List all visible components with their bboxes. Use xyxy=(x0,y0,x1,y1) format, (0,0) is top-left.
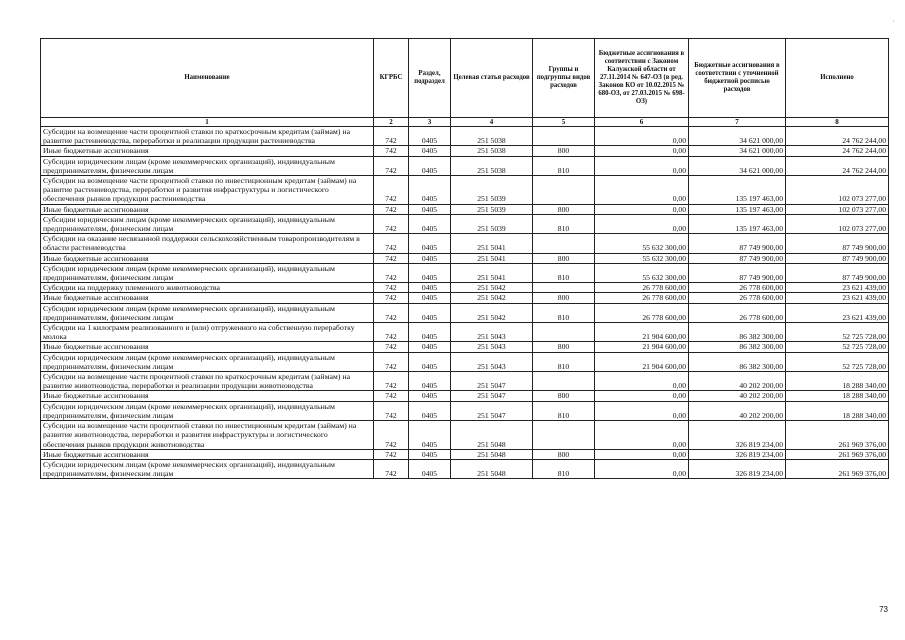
row-law-amount: 21 904 600,00 xyxy=(595,323,689,342)
row-group: 810 xyxy=(533,263,595,282)
row-name: Субсидии на поддержку племенного животноводства xyxy=(41,283,374,293)
row-executed-amount: 261 969 376,00 xyxy=(786,459,889,478)
row-refined-amount: 40 202 200,00 xyxy=(689,401,786,420)
row-razdel: 0405 xyxy=(409,449,451,459)
column-number: 5 xyxy=(533,118,595,127)
row-group: 800 xyxy=(533,146,595,156)
table-row xyxy=(41,214,889,233)
column-number-row xyxy=(41,118,889,127)
row-executed-amount: 23 621 439,00 xyxy=(786,303,889,322)
table-row xyxy=(41,127,889,146)
row-executed-amount: 24 762 244,00 xyxy=(786,156,889,175)
row-refined-amount: 40 202 200,00 xyxy=(689,391,786,401)
row-target: 251 5043 xyxy=(451,352,533,371)
row-law-amount: 0,00 xyxy=(595,459,689,478)
row-razdel: 0405 xyxy=(409,204,451,214)
row-kgrbs: 742 xyxy=(374,127,409,146)
row-kgrbs: 742 xyxy=(374,352,409,371)
table-row xyxy=(41,391,889,401)
table-row xyxy=(41,401,889,420)
row-target: 251 5039 xyxy=(451,204,533,214)
table-row xyxy=(41,449,889,459)
table-row xyxy=(41,204,889,214)
row-law-amount: 55 632 300,00 xyxy=(595,263,689,282)
budget-table xyxy=(40,38,889,479)
row-target: 251 5039 xyxy=(451,214,533,233)
row-law-amount: 0,00 xyxy=(595,391,689,401)
row-kgrbs: 742 xyxy=(374,459,409,478)
table-row xyxy=(41,253,889,263)
column-number: 1 xyxy=(41,118,374,127)
row-refined-amount: 326 819 234,00 xyxy=(689,421,786,450)
row-kgrbs: 742 xyxy=(374,176,409,205)
row-razdel: 0405 xyxy=(409,146,451,156)
row-name: Субсидии на возмещение части процентной ставки по краткосрочным кредитам (займам) на развитие растениеводства, переработки и реализации продукции растениеводства xyxy=(41,127,374,146)
column-number: 7 xyxy=(689,118,786,127)
row-executed-amount: 87 749 900,00 xyxy=(786,263,889,282)
row-law-amount: 55 632 300,00 xyxy=(595,234,689,253)
row-name: Иные бюджетные ассигнования xyxy=(41,293,374,303)
row-kgrbs: 742 xyxy=(374,293,409,303)
row-razdel: 0405 xyxy=(409,263,451,282)
row-name: Иные бюджетные ассигнования xyxy=(41,449,374,459)
row-razdel: 0405 xyxy=(409,214,451,233)
row-target: 251 5038 xyxy=(451,156,533,175)
row-target: 251 5038 xyxy=(451,146,533,156)
margin-mark: · xyxy=(892,18,895,25)
row-executed-amount: 102 073 277,00 xyxy=(786,176,889,205)
table-row xyxy=(41,303,889,322)
row-target: 251 5048 xyxy=(451,421,533,450)
row-executed-amount: 87 749 900,00 xyxy=(786,234,889,253)
row-kgrbs: 742 xyxy=(374,303,409,322)
header-groups: Группы и подгруппы видов расходов xyxy=(533,39,595,118)
row-target: 251 5041 xyxy=(451,253,533,263)
row-razdel: 0405 xyxy=(409,156,451,175)
header-name: Наименование xyxy=(41,39,374,118)
row-executed-amount: 18 288 340,00 xyxy=(786,391,889,401)
row-name: Субсидии на возмещение части процентной ставки по инвестиционным кредитам (займам) на развитие растениеводства, переработки и развития инфраструктуры и логистического обеспечения рынков продукции растениеводства xyxy=(41,176,374,205)
header-razdel: Раздел, подраздел xyxy=(409,39,451,118)
row-executed-amount: 52 725 728,00 xyxy=(786,352,889,371)
row-group: 800 xyxy=(533,253,595,263)
row-razdel: 0405 xyxy=(409,391,451,401)
column-number: 8 xyxy=(786,118,889,127)
row-target: 251 5042 xyxy=(451,303,533,322)
row-kgrbs: 742 xyxy=(374,234,409,253)
row-refined-amount: 135 197 463,00 xyxy=(689,204,786,214)
row-law-amount: 0,00 xyxy=(595,127,689,146)
header-law: Бюджетные ассигнования в соответствии с Законом Калужской области от 27.11.2014 № 647-ОЗ (в ред. Законов КО от 10.02.2015 № 680-ОЗ, от 27.03.2015 № 698-ОЗ) xyxy=(595,39,689,118)
row-refined-amount: 40 202 200,00 xyxy=(689,372,786,391)
row-name: Субсидии юридическим лицам (кроме некоммерческих организаций), индивидуальным предпринимателям, физическим лицам xyxy=(41,352,374,371)
row-target: 251 5041 xyxy=(451,263,533,282)
row-law-amount: 21 904 600,00 xyxy=(595,352,689,371)
row-law-amount: 0,00 xyxy=(595,204,689,214)
row-target: 251 5047 xyxy=(451,372,533,391)
row-name: Субсидии на возмещение части процентной ставки по инвестиционным кредитам (займам) на развитие животноводства, переработки и развития инфраструктуры и логистического обеспечения рынков продукции животноводства xyxy=(41,421,374,450)
row-law-amount: 21 904 600,00 xyxy=(595,342,689,352)
row-name: Субсидии юридическим лицам (кроме некоммерческих организаций), индивидуальным предпринимателям, физическим лицам xyxy=(41,401,374,420)
row-name: Субсидии юридическим лицам (кроме некоммерческих организаций), индивидуальным предпринимателям, физическим лицам xyxy=(41,459,374,478)
row-law-amount: 26 778 600,00 xyxy=(595,303,689,322)
row-name: Иные бюджетные ассигнования xyxy=(41,391,374,401)
row-law-amount: 55 632 300,00 xyxy=(595,253,689,263)
row-law-amount: 0,00 xyxy=(595,372,689,391)
table-row xyxy=(41,283,889,293)
row-refined-amount: 26 778 600,00 xyxy=(689,283,786,293)
row-group xyxy=(533,234,595,253)
row-name: Иные бюджетные ассигнования xyxy=(41,204,374,214)
row-razdel: 0405 xyxy=(409,127,451,146)
row-group: 800 xyxy=(533,342,595,352)
row-target: 251 5048 xyxy=(451,449,533,459)
column-number: 3 xyxy=(409,118,451,127)
header-kgrbs: КГРБС xyxy=(374,39,409,118)
row-law-amount: 0,00 xyxy=(595,146,689,156)
row-group xyxy=(533,127,595,146)
row-group: 810 xyxy=(533,214,595,233)
row-law-amount: 26 778 600,00 xyxy=(595,283,689,293)
row-refined-amount: 326 819 234,00 xyxy=(689,449,786,459)
table-row xyxy=(41,372,889,391)
row-refined-amount: 26 778 600,00 xyxy=(689,303,786,322)
row-refined-amount: 86 382 300,00 xyxy=(689,323,786,342)
row-kgrbs: 742 xyxy=(374,449,409,459)
row-razdel: 0405 xyxy=(409,323,451,342)
table-row xyxy=(41,156,889,175)
row-name: Иные бюджетные ассигнования xyxy=(41,342,374,352)
row-group: 800 xyxy=(533,293,595,303)
row-executed-amount: 24 762 244,00 xyxy=(786,146,889,156)
row-name: Субсидии на оказание несвязанной поддержки сельскохозяйственным товаропроизводителям в области растениеводства xyxy=(41,234,374,253)
row-razdel: 0405 xyxy=(409,303,451,322)
row-target: 251 5048 xyxy=(451,459,533,478)
row-target: 251 5042 xyxy=(451,293,533,303)
row-name: Иные бюджетные ассигнования xyxy=(41,253,374,263)
table-row xyxy=(41,342,889,352)
row-razdel: 0405 xyxy=(409,421,451,450)
table-row xyxy=(41,176,889,205)
row-razdel: 0405 xyxy=(409,283,451,293)
table-row xyxy=(41,146,889,156)
table-row xyxy=(41,421,889,450)
row-executed-amount: 87 749 900,00 xyxy=(786,253,889,263)
row-kgrbs: 742 xyxy=(374,263,409,282)
table-row xyxy=(41,293,889,303)
row-refined-amount: 87 749 900,00 xyxy=(689,263,786,282)
column-number: 6 xyxy=(595,118,689,127)
table-body xyxy=(41,127,889,479)
row-name: Субсидии на 1 килограмм реализованного и (или) отгруженного на собственную переработку молока xyxy=(41,323,374,342)
table-row xyxy=(41,263,889,282)
row-refined-amount: 34 621 000,00 xyxy=(689,156,786,175)
row-group: 800 xyxy=(533,449,595,459)
row-kgrbs: 742 xyxy=(374,391,409,401)
row-law-amount: 0,00 xyxy=(595,214,689,233)
row-executed-amount: 102 073 277,00 xyxy=(786,204,889,214)
budget-document xyxy=(40,38,888,479)
table-row xyxy=(41,352,889,371)
row-group: 810 xyxy=(533,401,595,420)
row-name: Субсидии юридическим лицам (кроме некоммерческих организаций), индивидуальным предпринимателям, физическим лицам xyxy=(41,303,374,322)
row-name: Иные бюджетные ассигнования xyxy=(41,146,374,156)
row-executed-amount: 24 762 244,00 xyxy=(786,127,889,146)
row-target: 251 5041 xyxy=(451,234,533,253)
row-kgrbs: 742 xyxy=(374,283,409,293)
row-razdel: 0405 xyxy=(409,293,451,303)
row-razdel: 0405 xyxy=(409,253,451,263)
row-name: Субсидии юридическим лицам (кроме некоммерческих организаций), индивидуальным предпринимателям, физическим лицам xyxy=(41,156,374,175)
row-group: 800 xyxy=(533,204,595,214)
row-group: 810 xyxy=(533,303,595,322)
row-name: Субсидии на возмещение части процентной ставки по краткосрочным кредитам (займам) на развитие животноводства, переработки и реализации продукции животноводства xyxy=(41,372,374,391)
row-razdel: 0405 xyxy=(409,234,451,253)
row-razdel: 0405 xyxy=(409,176,451,205)
row-executed-amount: 261 969 376,00 xyxy=(786,449,889,459)
row-target: 251 5043 xyxy=(451,342,533,352)
row-kgrbs: 742 xyxy=(374,156,409,175)
header-row xyxy=(41,39,889,118)
row-razdel: 0405 xyxy=(409,342,451,352)
row-razdel: 0405 xyxy=(409,352,451,371)
row-law-amount: 26 778 600,00 xyxy=(595,293,689,303)
column-number: 4 xyxy=(451,118,533,127)
header-refined: Бюджетные ассигнования в соответствии с уточненной бюджетной росписью расходов xyxy=(689,39,786,118)
row-group xyxy=(533,283,595,293)
row-razdel: 0405 xyxy=(409,372,451,391)
row-group: 800 xyxy=(533,391,595,401)
row-refined-amount: 26 778 600,00 xyxy=(689,293,786,303)
row-group xyxy=(533,421,595,450)
row-refined-amount: 34 621 000,00 xyxy=(689,146,786,156)
row-kgrbs: 742 xyxy=(374,204,409,214)
row-refined-amount: 86 382 300,00 xyxy=(689,352,786,371)
row-refined-amount: 86 382 300,00 xyxy=(689,342,786,352)
row-refined-amount: 87 749 900,00 xyxy=(689,253,786,263)
row-law-amount: 0,00 xyxy=(595,156,689,175)
row-razdel: 0405 xyxy=(409,459,451,478)
row-executed-amount: 23 621 439,00 xyxy=(786,283,889,293)
row-refined-amount: 135 197 463,00 xyxy=(689,176,786,205)
row-name: Субсидии юридическим лицам (кроме некоммерческих организаций), индивидуальным предпринимателям, физическим лицам xyxy=(41,263,374,282)
row-kgrbs: 742 xyxy=(374,214,409,233)
table-row xyxy=(41,459,889,478)
row-kgrbs: 742 xyxy=(374,323,409,342)
row-group: 810 xyxy=(533,352,595,371)
row-refined-amount: 135 197 463,00 xyxy=(689,214,786,233)
row-executed-amount: 23 621 439,00 xyxy=(786,293,889,303)
header-executed: Исполнено xyxy=(786,39,889,118)
row-target: 251 5039 xyxy=(451,176,533,205)
row-group xyxy=(533,176,595,205)
row-target: 251 5047 xyxy=(451,391,533,401)
row-group xyxy=(533,372,595,391)
row-law-amount: 0,00 xyxy=(595,449,689,459)
table-row xyxy=(41,234,889,253)
row-refined-amount: 87 749 900,00 xyxy=(689,234,786,253)
row-law-amount: 0,00 xyxy=(595,421,689,450)
row-law-amount: 0,00 xyxy=(595,176,689,205)
row-kgrbs: 742 xyxy=(374,146,409,156)
row-name: Субсидии юридическим лицам (кроме некоммерческих организаций), индивидуальным предпринимателям, физическим лицам xyxy=(41,214,374,233)
row-law-amount: 0,00 xyxy=(595,401,689,420)
row-kgrbs: 742 xyxy=(374,372,409,391)
row-executed-amount: 18 288 340,00 xyxy=(786,372,889,391)
row-kgrbs: 742 xyxy=(374,253,409,263)
row-kgrbs: 742 xyxy=(374,401,409,420)
row-kgrbs: 742 xyxy=(374,342,409,352)
row-executed-amount: 52 725 728,00 xyxy=(786,342,889,352)
row-group xyxy=(533,323,595,342)
row-razdel: 0405 xyxy=(409,401,451,420)
table-row xyxy=(41,323,889,342)
row-target: 251 5042 xyxy=(451,283,533,293)
column-number: 2 xyxy=(374,118,409,127)
page-number: 73 xyxy=(879,605,888,614)
row-target: 251 5047 xyxy=(451,401,533,420)
row-group: 810 xyxy=(533,156,595,175)
row-executed-amount: 52 725 728,00 xyxy=(786,323,889,342)
row-target: 251 5038 xyxy=(451,127,533,146)
row-executed-amount: 102 073 277,00 xyxy=(786,214,889,233)
row-target: 251 5043 xyxy=(451,323,533,342)
row-executed-amount: 261 969 376,00 xyxy=(786,421,889,450)
header-target: Целевая статья расходов xyxy=(451,39,533,118)
row-group: 810 xyxy=(533,459,595,478)
row-refined-amount: 34 621 000,00 xyxy=(689,127,786,146)
row-kgrbs: 742 xyxy=(374,421,409,450)
row-refined-amount: 326 819 234,00 xyxy=(689,459,786,478)
row-executed-amount: 18 288 340,00 xyxy=(786,401,889,420)
